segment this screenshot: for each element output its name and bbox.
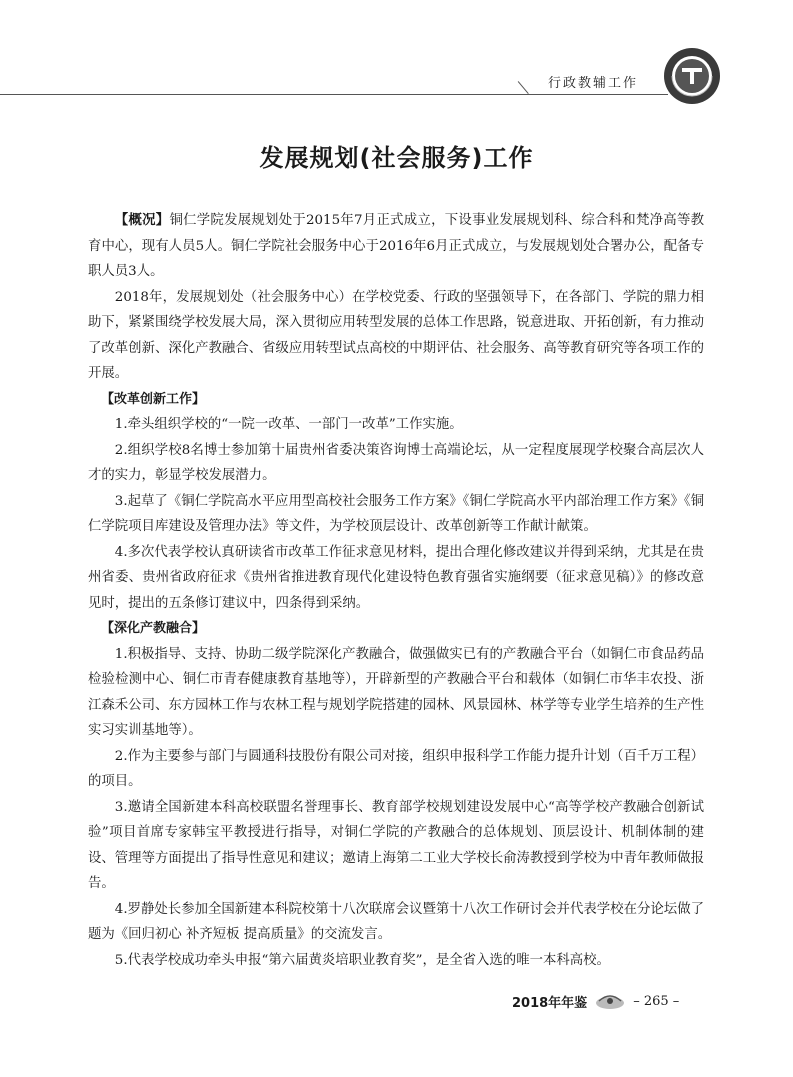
reform-item: 3.起草了《铜仁学院高水平应用型高校社会服务工作方案》《铜仁学院高水平内部治理工作方案》《铜仁学院项目库建设及管理办法》等文件，为学校顶层设计、改革创新等工作献计献策。 [88, 493, 704, 534]
overview-paragraph-2: 2018年，发展规划处（社会服务中心）在学校党委、行政的坚强领导下，在各部门、学院的鼎力相助下，紧紧围绕学校发展大局，深入贯彻应用转型发展的总体工作思路，锐意进取、开拓创新，有力推动了改革创新、深化产教融合、省级应用转型试点高校的中期评估、社会服务、高等教育研究等各项工作的开展。 [88, 289, 704, 381]
yearbook-label: 2018年年鉴 [512, 995, 588, 1011]
running-header: 行政教辅工作 [548, 76, 639, 91]
header-rule [0, 94, 668, 95]
decorative-flourish-icon [593, 991, 627, 1011]
industry-item: 2.作为主要参与部门与圆通科技股份有限公司对接，组织申报科学工作能力提升计划（百千万工程）的项目。 [88, 748, 704, 789]
reform-item: 2.组织学校8名博士参加第十届贵州省委决策咨询博士高端论坛，从一定程度展现学校聚合高层次人才的实力，彰显学校发展潜力。 [88, 442, 704, 483]
reform-item: 1.牵头组织学校的“一院一改革、一部门一改革”工作实施。 [114, 417, 463, 432]
section-heading-industry: 【深化产教融合】 [101, 621, 206, 636]
industry-item: 1.积极指导、支持、协助二级学院深化产教融合，做强做实已有的产教融合平台（如铜仁市食品药品检验检测中心、铜仁市青春健康教育基地等），开辟新型的产教融合平台和载体（如铜仁市华丰农投、浙江森禾公司、东方园林工作与农林工程与规划学院搭建的园林、风景园林、林学等专业学生培养的生产性实习实训基地等）。 [88, 646, 704, 738]
page-title: 发展规划(社会服务)工作 [259, 144, 534, 172]
industry-item: 5.代表学校成功牵头申报“第六届黄炎培职业教育奖”，是全省入选的唯一本科高校。 [114, 952, 610, 968]
reform-item: 4.多次代表学校认真研读省市改革工作征求意见材料，提出合理化修改建议并得到采纳，尤其是在贵州省委、贵州省政府征求《贵州省推进教育现代化建设特色教育强省实施纲要（征求意见稿）》的修改意见时，提出的五条修订建议中，四条得到采纳。 [88, 544, 704, 611]
page-footer [512, 990, 679, 1012]
university-logo [662, 46, 722, 106]
page-number: – 265 – [633, 993, 680, 1009]
industry-item: 3.邀请全国新建本科高校联盟名誉理事长、教育部学校规划建设发展中心“高等学校产教融合创新试验”项目首席专家韩宝平教授进行指导，对铜仁学院的产教融合的总体规划、顶层设计、机制体制的建设、管理等方面提出了指导性意见和建议；邀请上海第二工业大学校长俞涛教授到学校为中青年教师做报告。 [88, 799, 704, 891]
overview-lead: 【概况】 [114, 213, 170, 228]
overview-text: 铜仁学院发展规划处于2015年7月正式成立，下设事业发展规划科、综合科和梵净高等教育中心，现有人员5人。铜仁学院社会服务中心于2016年6月正式成立，与发展规划处合署办公，配备专职人员3人。 [88, 213, 704, 279]
industry-item: 4.罗静处长参加全国新建本科院校第十八次联席会议暨第十八次工作研讨会并代表学校在分论坛做了题为《回归初心 补齐短板 提高质量》的交流发言。 [88, 901, 704, 942]
section-heading-reform: 【改革创新工作】 [101, 391, 206, 407]
header-divider-tick [518, 81, 529, 94]
article-body [88, 208, 704, 973]
overview-paragraph [88, 208, 704, 285]
